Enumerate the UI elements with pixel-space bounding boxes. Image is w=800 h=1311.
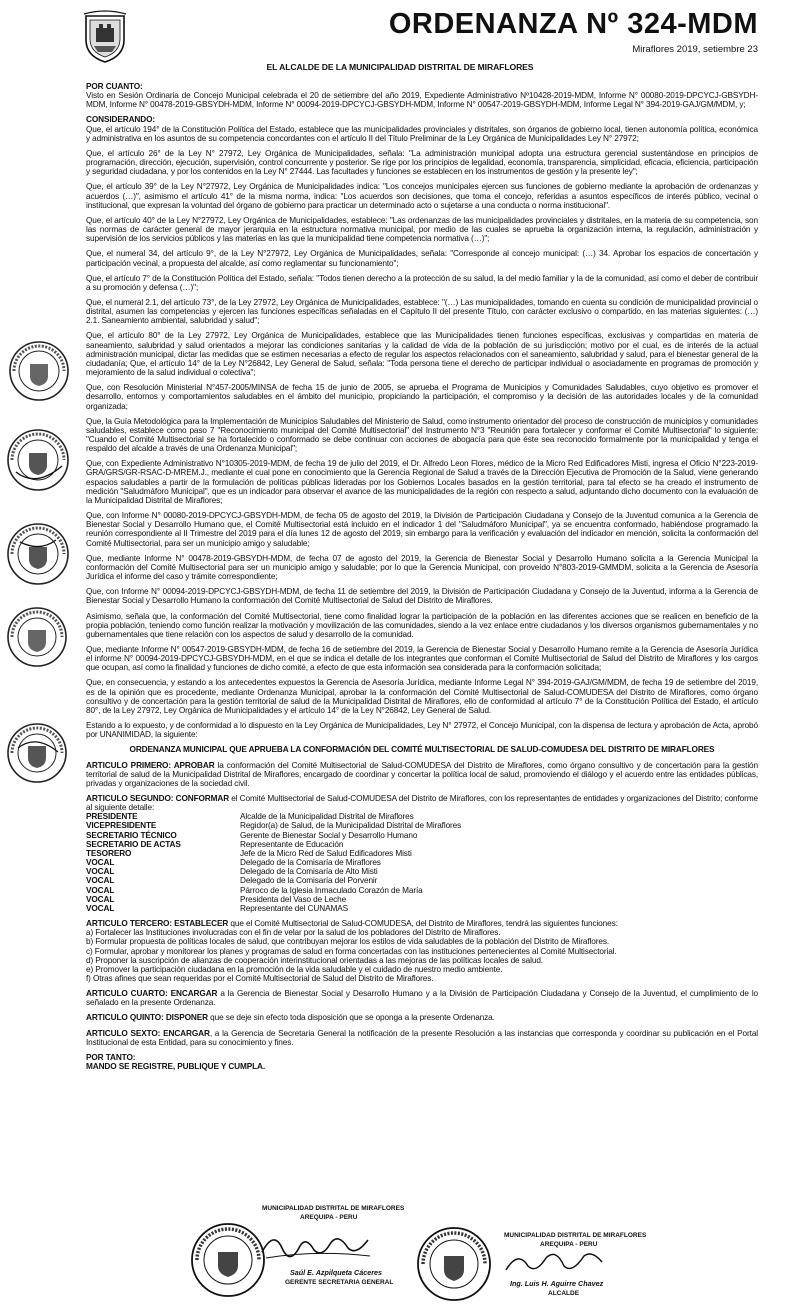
considerando-paragraph: Que, con Informe N° 00094-2019-DPCYCJ-GBSYDH-MDM, de fecha 11 de setiembre del 2019, la División de Participación Ciudadana y Consejo de la Juventud, informa a la Gerencia de Bienestar Social y Desarrollo Humano la conformación del Comité Multisectorial de Salud del Distrito de Miraflores. (86, 587, 758, 606)
function-item: c) Formular, aprobar y monitorear los planes y programas de salud en forma concertadas con las instituciones pertenecientes al Comité Multisectorial. (86, 946, 617, 956)
article-1-label: ARTICULO PRIMERO: APROBAR (86, 760, 215, 770)
secretary-name: Saúl E. Azpilqueta Cáceres (290, 1268, 383, 1277)
margin-seal-2-icon (6, 428, 70, 492)
margin-seal-1-icon (8, 340, 70, 402)
article-2-label: ARTICULO SEGUNDO: CONFORMAR (86, 794, 230, 803)
considerando-paragraph: Que, mediante Informe N° 00478-2019-GBSYDH-MDM, de fecha 07 de agosto del 2019, la Gerencia de Bienestar Social y Desarrollo Humano solicita a la Gerencia Municipal la conformación del Comité Multisectorial para ser un municipio amigo y saludable; por lo que la Gerencia Municipal, con proveído N°803-2019-GMMDM, solicita a la Gerencia de Asesoría Jurídica el informe del caso y trámite correspondiente; (86, 553, 758, 582)
considerando-paragraph: Que, mediante Informe N° 00547-2019-GBSYDH-MDM, de fecha 16 de setiembre del 2019, la Gerencia de Bienestar Social y Desarrollo Humano remite a la Gerencia de Asesoría Jurídica el informe N° 00094-2019-DPCYCJ-GBSYDH-MDM, en el que se indica el detalle de los integrantes que conforman el Comité Multisectorial de Salud del Distrito de Miraflores y los cargos que ocupan, así como la finalidad y funciones de dicho comité, a efecto de que esta información sea considerada para la conformación solicitada; (86, 644, 758, 673)
committee-members-table (86, 812, 758, 913)
closing-mando: MANDO SE REGISTRE, PUBLIQUE Y CUMPLA. (86, 1062, 266, 1072)
mayor-signature-icon (498, 1244, 608, 1280)
considerando-paragraph: Que, el artículo 40° de la Ley N°27972, Ley Orgánica de Municipalidades, establece: "Las ordenanzas de las municipalidades provinciales y distritales, en la materia de su competencia, son las normas de carácter general de mayor jerarquía en la estructura normativa municipal, por medio de las cuales se aprueba la organización interna, la regulación, administración y supervisión de los servicios públicos y las materias en las que la municipalidad tiene competencia normativa (…)"; (86, 215, 758, 244)
article-5-text: que se deje sin efecto toda disposición que se oponga a la presente Ordenanza. (207, 1013, 495, 1023)
member-name: Jefe de la Micro Red de Salud Edificadores Misti (240, 848, 412, 858)
considerando-paragraph: Que, con Resolución Ministerial N°457-2005/MINSA de fecha 15 de junio de 2005, se aprueba el Programa de Municipios y Comunidades Saludables, cuyo objetivo es promover el desarrollo, entornos y comportamientos saludables en el ámbito del municipio, propiciando la participación, el compromiso y la decisión de las autoridades locales y de la comunidad organizada; (86, 383, 758, 411)
member-name: Párroco de la Iglesia Inmaculado Corazón de María (240, 885, 423, 895)
member-role: SECRETARIO DE ACTAS (86, 839, 181, 849)
article-5-label: ARTICULO QUINTO: DISPONER (86, 1013, 208, 1023)
considerando-paragraph: Que, el artículo 7° de la Constitución Política del Estado, señala: "Todos tienen derecho a la protección de su salud, la del medio familiar y la de la comunidad, así como el deber de contribuir a su promoción y defensa (…)"; (86, 273, 758, 292)
mayor-name: Ing. Luis H. Aguirre Chavez (510, 1279, 604, 1288)
member-name: Regidor(a) de Salud, de la Municipalidad Distrital de Miraflores (240, 821, 462, 831)
secretary-seal-icon (190, 1222, 266, 1298)
function-item: e) Promover la participación ciudadana en la promoción de la vida saludable y el cuidado de nuestro medio ambiente. (86, 964, 503, 974)
function-item: f) Otras afines que sean requeridas por el Comité Multisectorial de Salud del Distrito de Miraflores. (86, 973, 434, 983)
committee-functions-list (86, 928, 758, 983)
considerando-paragraph: Que, el artículo 80° de la Ley 27972, Ley Orgánica de Municipalidades, establece que las Municipalidades tienen funciones específicas, exclusivas y compartidas en materia de saneamiento, salubridad y salud orientados a mejorar las condiciones sanitarias y la calidad de vida de la población de su jurisdicción; motivo por el cual, es de interés de la actual administración municipal, dictar las medidas que se estimen necesarias a efecto de regular los aspectos relacionados con el saneamiento, salubridad y salud, para el bienestar general de la ciudadanía; Que, el artículo 14° de la Ley N°26842, Ley General de Salud, señala: "Toda persona tiene el derecho de participar individual o asociadamente en programas de promoción y mejoramiento de la salud individual o colectiva"; (86, 331, 758, 378)
por-cuanto-label: POR CUANTO: (86, 82, 143, 91)
margin-seal-5-icon (6, 722, 68, 784)
considerando-paragraph: Asimismo, señala que, la conformación del Comité Multisectorial, tiene como finalidad lograr la participación de la población en las diferentes acciones que se realicen en beneficio de la propia población, teniendo como función realizar la motivación y movilización de las comunidades, siendo a la vez enlace entre ciudadanos y los diversos organismos gubernamentales y no gubernamentales que tiene relación con los aspectos de salud y desarrollo de la comunidad. (86, 611, 758, 639)
article-6-label: ARTICULO SEXTO: ENCARGAR (86, 1028, 210, 1038)
municipal-crest-icon (82, 10, 128, 64)
ordinance-title: ORDENANZA Nº 324-MDM (388, 8, 758, 40)
considerando-paragraph: Que, el numeral 34, del artículo 9°, de la Ley N°27972, Ley Orgánica de Municipalidades, señala: "Corresponde al concejo municipal: (…) 34. Aprobar los espacios de concertación y participación vecinal, a propuesta del alcalde, así como reglamentar su funcionamiento"; (86, 249, 758, 268)
function-item: b) Formular propuesta de políticas locales de salud, que contribuyan mejorar los estilos de vida saludables de la población del Distrito de Miraflores. (86, 937, 610, 947)
article-4-text: a la Gerencia de Bienestar Social y Desarrollo Humano y a la División de Participación Ciudadana y Consejo de la Juventud, el cumplimiento de lo señalado en la presente Ordenanza. (86, 989, 758, 1008)
member-role: VICEPRESIDENTE (86, 821, 157, 831)
considerando-paragraph: Estando a lo expuesto, y de conformidad a lo dispuesto en la Ley Orgánica de Municipalidades, Ley N° 27972, el Concejo Municipal, con la dispensa de lectura y aprobación de Acta, aprobó por UNANIMIDAD, la siguiente: (86, 721, 758, 740)
considerandos-list (86, 125, 758, 740)
member-name: Representante del CUNAMAS (240, 903, 348, 913)
member-role: TESORERO (86, 848, 132, 858)
ordinance-date: Miraflores 2019, setiembre 23 (632, 44, 758, 55)
mayor-stamp-sub: AREQUIPA - PERU (540, 1241, 598, 1248)
article-2-text: el Comité Multisectorial de Salud-COMUDESA del Distrito de Miraflores, con los representantes de entidades y organizaciones del Distrito; conforme al siguiente detalle: (86, 794, 758, 813)
considerando-paragraph: Que, en consecuencia, y estando a los antecedentes expuestos la Gerencia de Asesoría Jurídica, mediante Informe Legal N° 394-2019-GAJ/GM/MDM, de fecha 19 de setiembre del 2019, es de la opinión que es procedente, mediante Ordenanza Municipal, aprobar la la conformación del Comité Multisectorial de Salud-COMUDESA del Distrito de Miraflores, como órgano consultivo y de concertación para la gestión territorial de salud de la Municipalidad Distrital de Miraflores, ello de conformidad al artículo 7° de la Constitución Política del Estado, el artículo 80°, de la Ley 27972, Ley Orgánica de Municipalidades y el artículo 14° de la Ley N°26842, Ley General de Salud. (86, 678, 758, 715)
secretary-signature-icon (256, 1222, 376, 1270)
article-6 (86, 1029, 758, 1047)
secretary-role: GERENTE SECRETARIA GENERAL (285, 1279, 394, 1286)
considerando-paragraph: Que, el artículo 26° de la Ley N° 27972, Ley Orgánica de Municipalidades, señala: "La administración municipal adopta una estructura gerencial sustentándose en principios de programación, dirección, ejecución, supervisión, control concurrente y posterior. Se rige por los principios de legalidad, economía, transparencia, simplicidad, eficacia, eficiencia, participación y seguridad ciudadana, y por los contenidos en la Ley N° 27444. Las facultades y funciones se establecen en los instrumentos de gestión y la presente ley"; (86, 148, 758, 177)
mayor-heading: EL ALCALDE DE LA MUNICIPALIDAD DISTRITAL DE MIRAFLORES (266, 62, 534, 72)
function-item: a) Fortalecer las Instituciones involucradas con el fin de velar por la salud de los pobladores del Distrito de Miraflores. (86, 928, 501, 938)
article-4 (86, 989, 758, 1007)
member-name: Presidenta del Vaso de Leche (240, 894, 347, 904)
member-role: VOCAL (86, 867, 115, 877)
margin-seal-4-icon (6, 606, 68, 668)
considerando-paragraph: Que, el artículo 39° de la Ley N°27972, Ley Orgánica de Municipalidades indica: "Los concejos municipales ejercen sus funciones de gobierno mediante la aprobación de ordenanzas y acuerdos (…)", asimismo el artículo 41° de la misma norma, indica: "Los acuerdos son decisiones, que toma el concejo, referidas a asuntos específicos de interés público, vecinal o institucional, que expresan la voluntad del órgano de gobierno para practicar un determinado acto o sujetarse a una conducta o norma institucional". (86, 182, 758, 210)
considerando-label: CONSIDERANDO: (86, 115, 156, 125)
member-role: VOCAL (86, 876, 115, 886)
considerando-paragraph: Que, con Informe N° 00080-2019-DPCYCJ-GBSYDH-MDM, de fecha 05 de agosto del 2019, la División de Participación Ciudadana y Consejo de la Juventud comunica a la Gerencia de Bienestar Social y Desarrollo Humano que, el Comité Multisectorial está incluido en el indicador 1 del "Saludmáforo Municipal", ya se encuentra conformado, habiéndose programado la reunión correspondiente al II Trimestre del 2019 para el día lunes 12 de agosto del 2019, sin embargo para la verificación y evaluación del indicador en mención, solicita la conformación del Comité Multisectorial, para ser un municipio amigo y saludable; (86, 511, 758, 548)
considerando-paragraph: Que, la Guía Metodológica para la Implementación de Municipios Saludables del Ministerio de Salud, como instrumento orientador del proceso de construcción de municipios y comunidades saludables, establece como paso 7 "Reconocimiento municipal del Comité Multisectorial" del Instrumento N°3 "Reunión para fortalecer y conformar el Comité Multisectorial" lo siguiente: "Cuando el Comité Multisectorial se ha fortalecido o conformado se debe continuar con acciones de abogacía para que éste sea reconocido formalmente por la municipalidad y tenga el respaldo del alcalde a través de una Ordenanza Municipal"; (86, 416, 758, 454)
member-name: Representante de Educación (240, 839, 344, 849)
article-3-label: ARTICULO TERCERO: ESTABLECER (86, 919, 229, 929)
member-role: VOCAL (86, 858, 115, 868)
member-name: Delegado de la Comisaría de Alto Misti (240, 867, 378, 877)
secretary-stamp-title: MUNICIPALIDAD DISTRITAL DE MIRAFLORES (262, 1205, 405, 1212)
article-4-label: ARTICULO CUARTO: ENCARGAR (86, 989, 218, 999)
article-6-text: , a la Gerencia de Secretaria General la notificación de la presente Resolución a las instancias que corresponda y coordinar su publicación en el Portal Institucional de esta Entidad, para su conocimiento y fines. (86, 1028, 758, 1047)
secretary-stamp-sub: AREQUIPA - PERU (300, 1214, 358, 1221)
member-role: PRESIDENTE (86, 812, 138, 822)
closing-por-tanto: POR TANTO: (86, 1052, 136, 1062)
member-name: Alcalde de la Municipalidad Distrital de Miraflores (240, 812, 414, 822)
article-5 (86, 1013, 758, 1022)
article-2 (86, 794, 758, 812)
function-item: d) Proponer la suscripción de alianzas de cooperación interinstitucional orientadas a las mejoras de las políticas locales de salud. (86, 955, 543, 965)
member-name: Delegado de la Comisaría de Miraflores (240, 858, 381, 868)
ordinance-heading: ORDENANZA MUNICIPAL QUE APRUEBA LA CONFORMACIÓN DEL COMITÉ MULTISECTORIAL DE SALUD-COMUDESA DEL DISTRITO DE MIRAFLORES (129, 745, 715, 755)
member-role: SECRETARIO TÉCNICO (86, 830, 177, 840)
member-role: VOCAL (86, 903, 115, 913)
article-1 (86, 761, 758, 788)
member-role: VOCAL (86, 885, 115, 895)
considerando-paragraph: Que, el artículo 194° de la Constitución Política del Estado, establece que las municipalidades provinciales y distritales, son órganos de gobierno local, tienen autonomía política, económica y administrativa en los asuntos de su competencia concordantes con el artículo II del Título Preliminar de la Ley Orgánica de Municipalidades Ley N° 27972; (86, 124, 758, 143)
article-3-text: que el Comité Multisectorial de Salud-COMUDESA, del Distrito de Miraflores, tendrá las siguientes funciones: (228, 919, 618, 929)
mayor-seal-icon (416, 1226, 492, 1302)
mayor-role: ALCALDE (548, 1290, 580, 1297)
mayor-stamp-title: MUNICIPALIDAD DISTRITAL DE MIRAFLORES (504, 1232, 647, 1239)
member-name: Gerente de Bienestar Social y Desarrollo Humano (240, 830, 418, 840)
margin-seal-3-icon (6, 522, 70, 586)
member-role: VOCAL (86, 894, 115, 904)
considerando-paragraph: Que, el numeral 2.1, del artículo 73°, de la Ley 27972, Ley Orgánica de Municipalidades, establece: "(…) Las municipalidades, tomando en cuenta su condición de municipalidad provincial o distrital, asumen las competencias y ejercen las funciones específicas señaladas en el Capítulo II del presente Título, con carácter exclusivo o compartido, en las materias siguientes: (…) 2.1. Saneamiento ambiental, salubridad y salud"; (86, 297, 758, 326)
article-3 (86, 919, 758, 928)
ordinance-body (86, 82, 758, 1071)
por-cuanto-text: Visto en Sesión Ordinaria de Concejo Municipal celebrada el 20 de setiembre del año 2019, Expediente Administrativo Nº10428-2019-MDM, Informe N° 00080-2019-DPCYCJ-GBSYDH-MDM, Informe N° 00478-2019-GBSYDH-MDM, Informe N° 00094-2019-DPCYCJ-GBSYDH-MDM, Informe N° 00547-2019-GBSYDH-MDM, Informe Legal N° 394-2019-GAJ/GM/MDM, y; (86, 91, 758, 110)
article-1-text: la conformación del Comité Multisectorial de Salud-COMUDESA del Distrito de Miraflores, como órgano consultivo y de concertación para la gestión territorial de salud de la Municipalidad Distrital de Miraflores, encargado de coordinar y concertar la política local de salud, promoviendo el diálogo y el acuerdo entre las entidades públicas, privadas y organizaciones de la sociedad civil. (86, 760, 758, 788)
member-name: Delegado de la Comisaría del Porvenir (240, 876, 378, 886)
considerando-paragraph: Que, con Expediente Administrativo N°10305-2019-MDM, de fecha 19 de julio del 2019, el Dr. Alfredo Leon Flores, médico de la Micro Red Edificadores Misti, ingresa el Oficio N°223-2019-GRA/GRS/GR-RSAC-D-MREM.J., mediante el cual pone en conocimiento que la Gerencia Regional de Salud a través de la Dirección Ejecutiva de Promoción de la Salud, viene generando espacios saludables a partir de la formulación de políticas públicas lideradas por los Gobiernos Locales basados en la gestión territorial, para tal efecto se ha creado el instrumento de medición "Saludmáforo Municipal", que es un indicador para observar el avance de las municipalidades de la región con respecto a salud, adjuntando dicho documento con la evaluación de la Municipalidad Distrital de Miraflores; (86, 459, 758, 505)
